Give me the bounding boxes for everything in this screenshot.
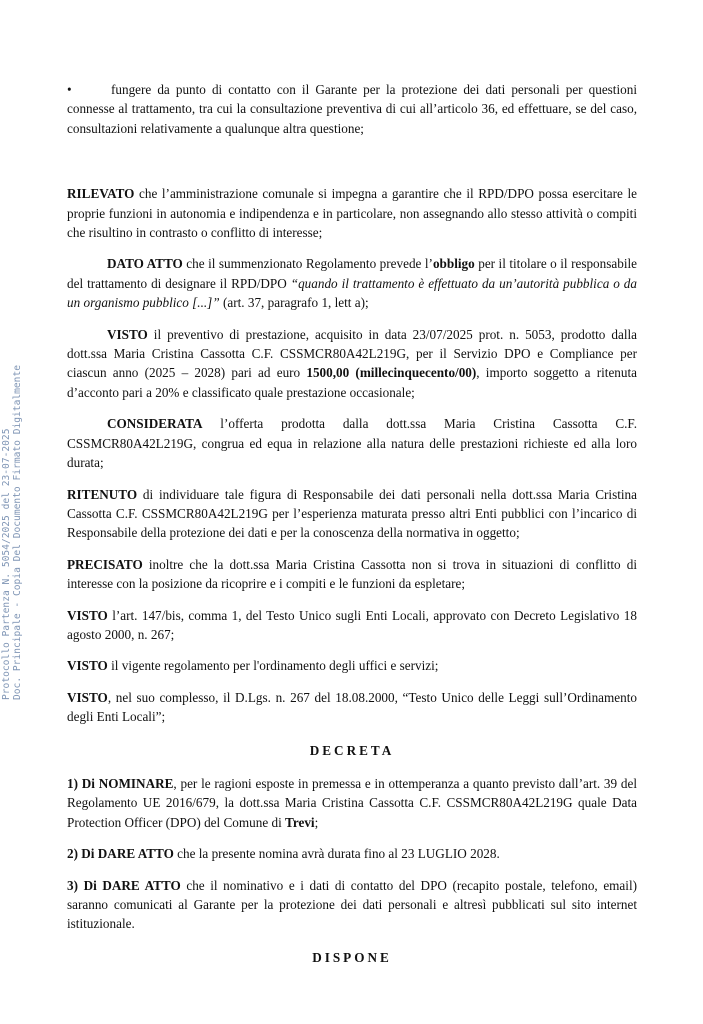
paragraph-visto-tuel: VISTO l’art. 147/bis, comma 1, del Testo Unico sugli Enti Locali, approvato con Decreto Legislativo 18 agosto 2000, n. 267; [67, 607, 637, 642]
paragraph-precisato: PRECISATO inoltre che la dott.ssa Maria Cristina Cassotta non si trova in situazioni di conflitto di interesse con la posizione da ricoprire e i compiti e le funzioni da espletare; [67, 556, 637, 592]
heading-dispone: DISPONE [312, 949, 392, 965]
stamp-line-2: Protocollo Partenza N. 5054/2025 del 23-07-2025 [1, 428, 12, 700]
paragraph-considerata: CONSIDERATA l’offerta prodotta dalla dott.ssa Maria Cristina Cassotta C.F. CSSMCR80A42L219G, congrua ed equa in relazione alla natura delle prestazioni richieste ed alla loro durata; [67, 416, 637, 471]
paragraph-visto-preventivo: VISTO il preventivo di prestazione, acquisito in data 23/07/2025 prot. n. 5053, prodotto dalla dott.ssa Maria Cristina Cassotta C.F. CSSMCR80A42L219G, per il Servizio DPO e Compliance per ciascun anno (2025 – 2028) pari ad euro 1500,00 (millecinquecento/00), importo soggetto a ritenuta d’acconto pari a 20% e classificato quale prestazione occasionale; [67, 326, 638, 400]
paragraph-visto-regolamento: VISTO il vigente regolamento per l'ordinamento degli uffici e servizi; [67, 658, 439, 674]
decree-item-2: 2) Di DARE ATTO che la presente nomina avrà durata fino al 23 LUGLIO 2028. [67, 846, 500, 862]
bullet-icon: • [67, 82, 72, 97]
stamp-line-3: Doc. Principale - Copia Del Documento Firmato Digitalmente [12, 364, 23, 700]
paragraph-visto-complesso: VISTO, nel suo complesso, il D.Lgs. n. 267 del 18.08.2000, “Testo Unico delle Leggi sull’Ordinamento degli Enti Locali”; [67, 689, 637, 725]
document-page [67, 80, 637, 981]
bullet-item [67, 80, 637, 138]
paragraph-rilevato: RILEVATO che l’amministrazione comunale si impegna a garantire che il RPD/DPO possa esercitare le proprie funzioni in autonomia e indipendenza e in particolare, non assegnando allo stesso attività o compiti che risultino in contrasto o conflitto di interesse; [67, 186, 637, 241]
decree-item-3: 3) Di DARE ATTO che il nominativo e i dati di contatto del DPO (recapito postale, telefono, email) saranno comunicati al Garante per la protezione dei dati personali e altresì pubblicati sul sito internet istituzionale. [67, 877, 638, 932]
bullet-text: fungere da punto di contatto con il Garante per la protezione dei dati personali per questioni connesse al trattamento, tra cui la consultazione preventiva di cui all’articolo 36, ed effettuare, se del caso, consultazioni relativamente a qualunque altra questione; [67, 82, 637, 136]
decree-item-1: 1) Di NOMINARE, per le ragioni esposte in premessa e in ottemperanza a quanto previsto dall’art. 39 del Regolamento UE 2016/679, la dott.ssa Maria Cristina Cassotta C.F. CSSMCR80A42L219G quale Data Protection Officer (DPO) del Comune di Trevi; [67, 775, 637, 830]
paragraph-dato-atto: DATO ATTO che il summenzionato Regolamento prevede l’obbligo per il titolare o il responsabile del trattamento di designare il RPD/DPO “quando il trattamento è effettuato da un’autorità pubblica o da un organismo pubblico [...]” (art. 37, paragrafo 1, lett a); [67, 256, 637, 311]
protocol-stamp [0, 365, 23, 700]
heading-decreta: DECRETA [309, 742, 395, 758]
paragraph-ritenuto: RITENUTO di individuare tale figura di Responsabile dei dati personali nella dott.ssa Maria Cristina Cassotta C.F. CSSMCR80A42L219G per l’esperienza maturata presso altri Enti pubblici con l’incarico di Responsabile della protezione dei dati e per la conoscenza della normativa in oggetto; [67, 486, 637, 541]
